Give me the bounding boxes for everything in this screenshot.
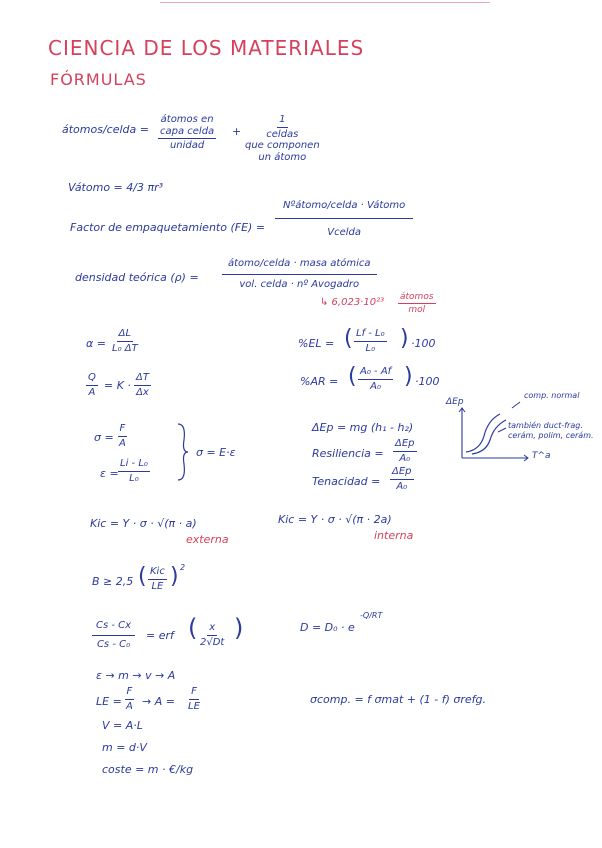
- difusion-rparen: ): [234, 614, 244, 642]
- fe-den: Vcelda: [327, 226, 361, 238]
- difusion-lparen: (: [188, 614, 198, 642]
- le-n1: F: [125, 686, 135, 700]
- difusion-inner-frac: [198, 622, 226, 648]
- atomos-celda-lhs: átomos/celda =: [62, 123, 149, 136]
- difusion-inner-den: 2√Dt: [200, 636, 225, 648]
- epsilon-den: L₀: [129, 472, 139, 484]
- fe-frac: [275, 200, 413, 238]
- difusion-frac: [92, 620, 135, 650]
- d-formula: D = D₀ · e: [300, 621, 355, 634]
- avogadro-units-den: mol: [408, 305, 426, 316]
- ar-tail: ·100: [415, 375, 440, 388]
- le-frac1: [124, 686, 135, 712]
- b-num: Kic: [148, 566, 167, 580]
- alpha-num: ΔL: [117, 328, 133, 342]
- fe-num: Nºátomo/celda · Vátomo: [275, 200, 413, 219]
- epsilon-num: Li - L₀: [118, 458, 150, 472]
- alpha-den: L₀ ΔT: [112, 342, 138, 354]
- resiliencia-den: A₀: [399, 452, 411, 464]
- densidad-lhs: densidad teórica (ρ) =: [75, 271, 199, 284]
- tenacidad-den: A₀: [396, 480, 408, 492]
- v-formula: V = A·L: [102, 719, 143, 732]
- frac2-num: 1: [277, 114, 287, 128]
- densidad-num: átomo/celda · masa atómica: [222, 258, 377, 275]
- atomos-celda-frac2: [243, 114, 322, 163]
- resiliencia-num: ΔEp: [393, 438, 417, 452]
- page-title: CIENCIA DE LOS MATERIALES: [48, 36, 365, 60]
- q-lhs-frac: [86, 372, 98, 398]
- el-rparen: ): [400, 326, 409, 351]
- graph-note2: también duct-frag.: [508, 421, 583, 430]
- le-lhs: LE =: [96, 695, 122, 708]
- le-d1: A: [126, 700, 133, 712]
- densidad-den: vol. celda · nº Avogadro: [239, 278, 360, 290]
- q-lhs-den: A: [88, 386, 96, 398]
- kic-interna-note: interna: [374, 529, 414, 542]
- ar-lparen: (: [348, 364, 357, 389]
- tenacidad-lhs: Tenacidad =: [312, 475, 381, 488]
- d-exponent: -Q/RT: [360, 611, 383, 620]
- q-lhs-num: Q: [86, 372, 98, 386]
- page-subtitle: FÓRMULAS: [50, 70, 147, 89]
- chain-formula: ε → m → v → A: [96, 669, 176, 682]
- hooke-law: σ = E·ε: [196, 446, 236, 459]
- fe-lhs: Factor de empaquetamiento (FE) =: [70, 221, 266, 234]
- graph-xlabel: T^a: [532, 451, 551, 461]
- ar-frac: [358, 366, 393, 392]
- plus-sign: +: [232, 125, 242, 138]
- el-frac: [354, 328, 387, 354]
- graph-note3: cerám, polim, cerám.: [508, 431, 594, 440]
- tenacidad-num: ΔEp: [390, 466, 414, 480]
- difusion-den: Cs - C₀: [96, 638, 131, 650]
- el-num: Lf - L₀: [354, 328, 387, 342]
- difusion-inner-num: x: [207, 622, 217, 636]
- alpha-frac: [110, 328, 140, 354]
- graph-note1: comp. normal: [524, 391, 580, 400]
- frac1-den: unidad: [169, 140, 205, 151]
- difusion-mid: = erf: [146, 629, 174, 642]
- coste-formula: coste = m · €/kg: [102, 763, 194, 776]
- sigma-lhs: σ =: [94, 431, 114, 444]
- ar-num: A₀ - Af: [358, 366, 393, 380]
- q-frac: [134, 372, 151, 398]
- avogadro-note: ↳ 6,023·10²³: [320, 297, 385, 308]
- el-lhs: %EL =: [298, 337, 335, 350]
- sigma-frac: [117, 423, 128, 449]
- b-rparen: ): [170, 564, 179, 589]
- frac1-num: átomos en: [160, 114, 214, 125]
- vatomo-formula: Vátomo = 4/3 πr³: [68, 181, 164, 194]
- dep-formula: ΔEp = mg (h₁ - h₂): [312, 421, 414, 434]
- top-rule: [160, 2, 490, 3]
- le-arrow: → A =: [142, 695, 175, 708]
- avogadro-units-num: átomos: [398, 292, 436, 304]
- el-lparen: (: [344, 326, 353, 351]
- b-lparen: (: [138, 564, 147, 589]
- difusion-num: Cs - Cx: [92, 620, 135, 636]
- graph-ylabel: ΔEp: [446, 397, 464, 407]
- epsilon-lhs: ε =: [100, 467, 119, 480]
- q-den: Δx: [136, 386, 149, 398]
- frac2-den: celdas: [266, 128, 299, 140]
- frac1-num2: capa celda: [160, 125, 215, 137]
- tenacidad-frac: [390, 466, 414, 492]
- kic-interna: Kic = Y · σ · √(π · 2a): [278, 513, 392, 526]
- resiliencia-lhs: Resiliencia =: [312, 447, 384, 460]
- densidad-frac: [222, 258, 377, 290]
- ar-lhs: %AR =: [300, 375, 339, 388]
- b-lhs: B ≥ 2,5: [92, 575, 134, 588]
- frac2-den2: que componen: [245, 140, 320, 151]
- le-frac2: [186, 686, 202, 712]
- sigma-den: A: [119, 437, 126, 449]
- b-exponent: 2: [180, 563, 186, 572]
- le-d2: LE: [188, 700, 200, 712]
- el-den: L₀: [365, 342, 376, 354]
- b-frac: [148, 566, 167, 592]
- m-formula: m = d·V: [102, 741, 147, 754]
- epsilon-frac: [118, 458, 150, 484]
- sigma-num: F: [118, 423, 128, 437]
- kic-externa: Kic = Y · σ · √(π · a): [90, 517, 197, 530]
- q-num: ΔT: [134, 372, 151, 386]
- alpha-lhs: α =: [86, 337, 106, 350]
- q-mid: = K ·: [104, 379, 131, 392]
- ar-rparen: ): [404, 364, 413, 389]
- avogadro-units: [398, 292, 436, 316]
- ar-den: A₀: [370, 380, 382, 392]
- b-den: LE: [151, 580, 164, 592]
- le-n2: F: [189, 686, 199, 700]
- mixture-formula: σcomp. = f σmat + (1 - f) σrefg.: [310, 693, 486, 706]
- atomos-celda-frac1: [158, 114, 216, 152]
- el-tail: ·100: [411, 337, 436, 350]
- kic-externa-note: externa: [186, 533, 229, 546]
- resiliencia-frac: [393, 438, 417, 464]
- frac2-den3: un átomo: [258, 151, 307, 163]
